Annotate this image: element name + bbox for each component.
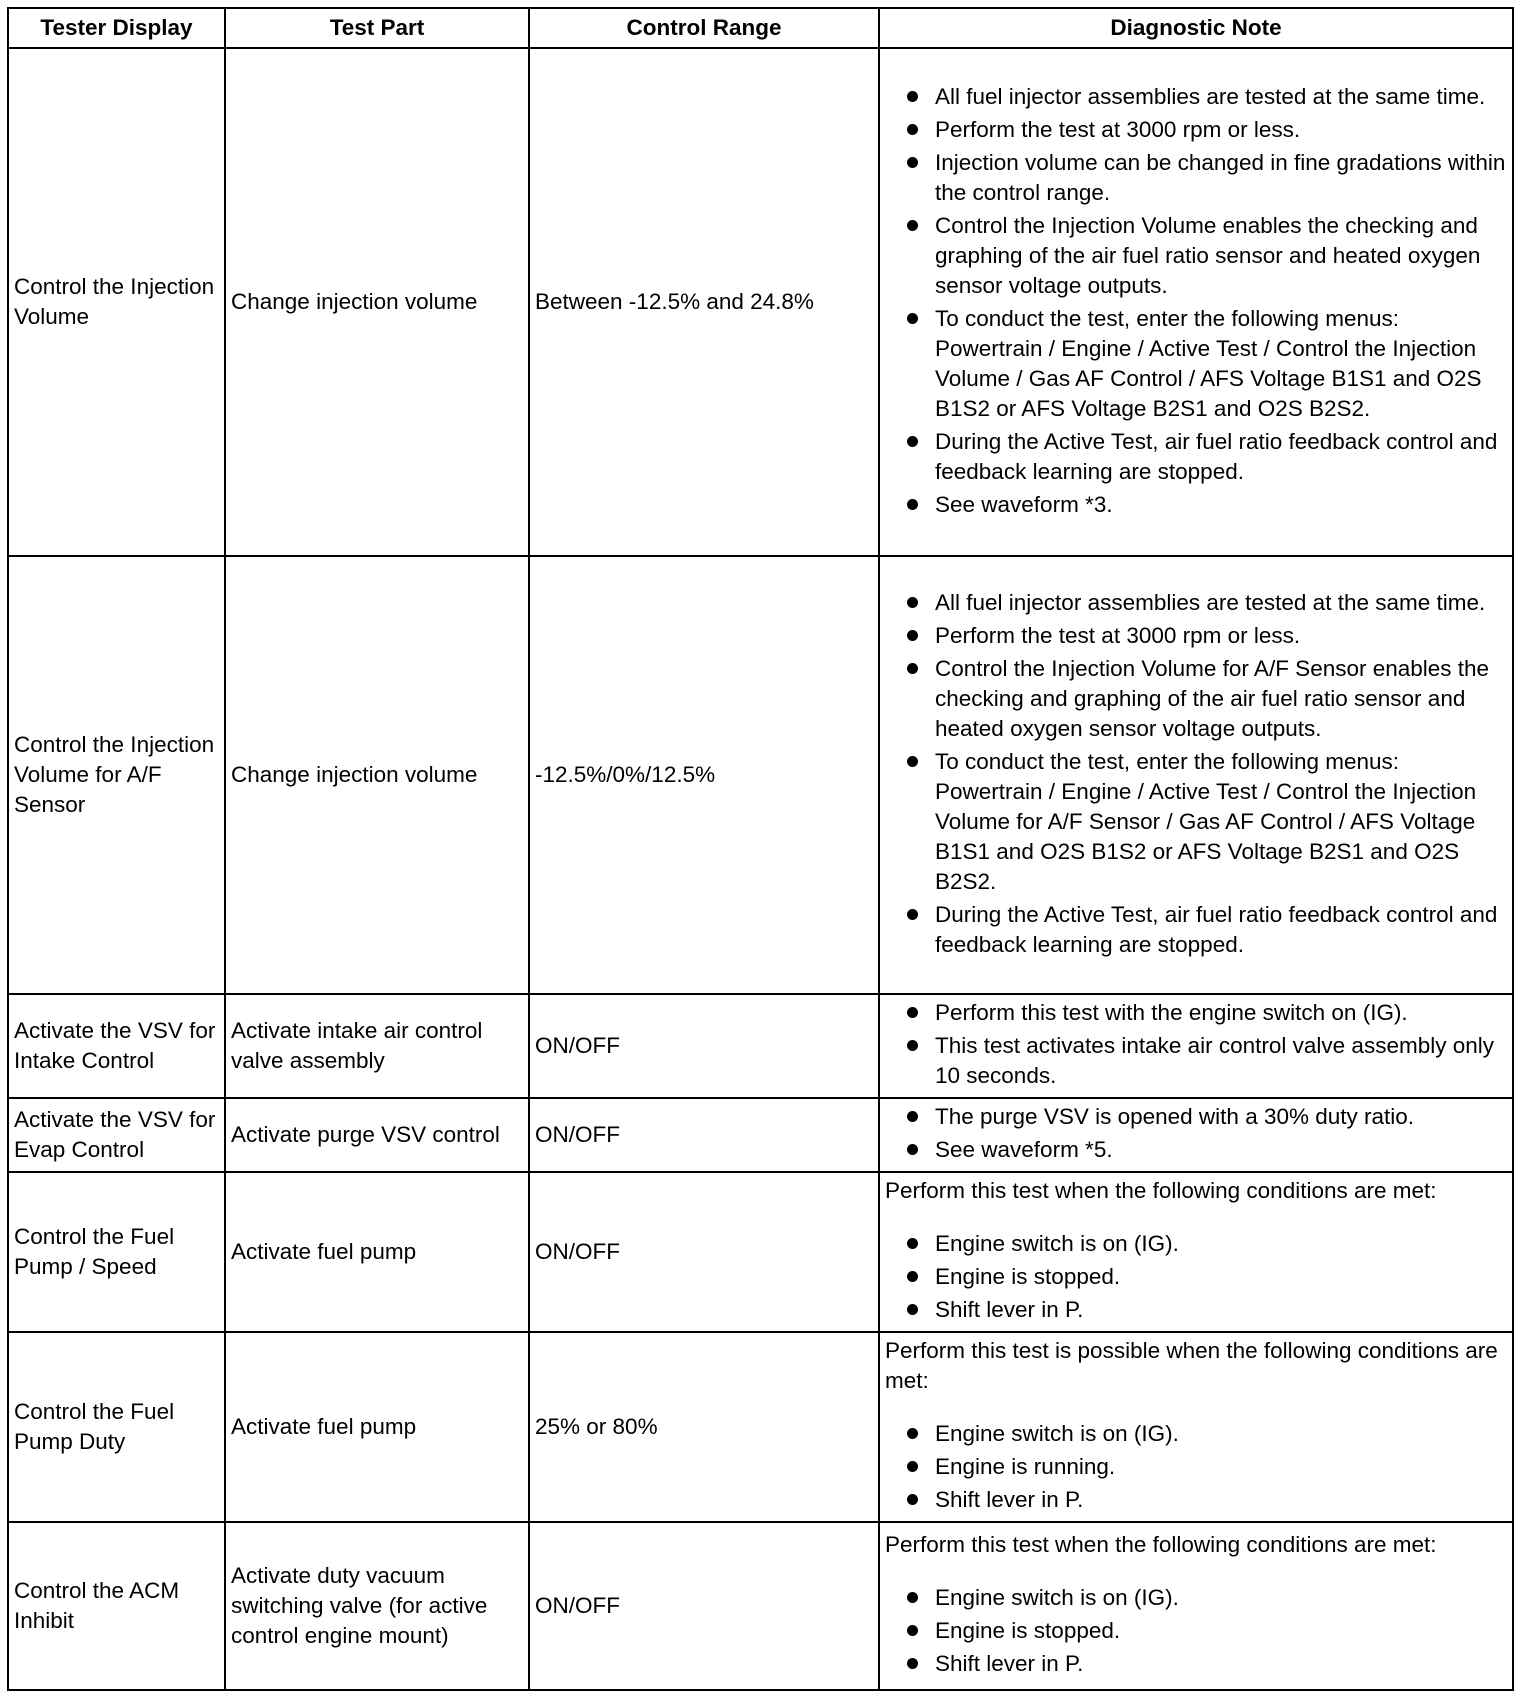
- note-item: All fuel injector assemblies are tested at the same time.: [885, 82, 1507, 112]
- diagnostic-note-cell: [879, 1172, 1513, 1332]
- diagnostic-note-cell: [879, 994, 1513, 1098]
- tester-display-cell: Control the Injection Volume: [8, 48, 225, 556]
- test-part-cell: Activate intake air control valve assembly: [225, 994, 529, 1098]
- table-row: [8, 994, 1513, 1098]
- control-range-cell: -12.5%/0%/12.5%: [529, 556, 879, 994]
- note-item: Perform this test with the engine switch on (IG).: [885, 998, 1507, 1028]
- note-item: Engine is stopped.: [885, 1262, 1507, 1292]
- diagnostic-note-cell: [879, 48, 1513, 556]
- note-item: Shift lever in P.: [885, 1485, 1507, 1515]
- control-range-cell: ON/OFF: [529, 1522, 879, 1690]
- note-item: See waveform *5.: [885, 1135, 1507, 1165]
- note-list: [885, 1583, 1507, 1679]
- tester-display-cell: Activate the VSV for Intake Control: [8, 994, 225, 1098]
- tester-display-cell: Control the Fuel Pump / Speed: [8, 1172, 225, 1332]
- table-row: [8, 48, 1513, 556]
- note-item: Engine is running.: [885, 1452, 1507, 1482]
- note-item: To conduct the test, enter the following menus: Powertrain / Engine / Active Test / Control the Injection Volume / Gas AF Control / AFS Voltage B1S1 and O2S B1S2 or AFS Voltage B2S1 and O2S B2S2.: [885, 304, 1507, 424]
- control-range-cell: 25% or 80%: [529, 1332, 879, 1522]
- test-part-cell: Change injection volume: [225, 48, 529, 556]
- control-range-cell: ON/OFF: [529, 1098, 879, 1172]
- test-part-cell: Activate duty vacuum switching valve (for active control engine mount): [225, 1522, 529, 1690]
- table-row: [8, 556, 1513, 994]
- tester-display-cell: Control the Fuel Pump Duty: [8, 1332, 225, 1522]
- active-test-table: [7, 7, 1514, 1691]
- header-tester-display: Tester Display: [8, 8, 225, 48]
- header-test-part: Test Part: [225, 8, 529, 48]
- header-diagnostic-note: Diagnostic Note: [879, 8, 1513, 48]
- header-row: [8, 8, 1513, 48]
- note-intro: Perform this test when the following conditions are met:: [885, 1178, 1437, 1203]
- control-range-cell: Between -12.5% and 24.8%: [529, 48, 879, 556]
- diagnostic-note-cell: [879, 1332, 1513, 1522]
- note-item: During the Active Test, air fuel ratio feedback control and feedback learning are stopped.: [885, 427, 1507, 487]
- note-item: Injection volume can be changed in fine gradations within the control range.: [885, 148, 1507, 208]
- note-item: This test activates intake air control valve assembly only 10 seconds.: [885, 1031, 1507, 1091]
- control-range-cell: ON/OFF: [529, 1172, 879, 1332]
- note-item: Perform the test at 3000 rpm or less.: [885, 621, 1507, 651]
- note-list: [885, 1229, 1507, 1325]
- note-list: [885, 588, 1507, 960]
- diagnostic-note-cell: [879, 556, 1513, 994]
- note-item: Control the Injection Volume enables the checking and graphing of the air fuel ratio sensor and heated oxygen sensor voltage outputs.: [885, 211, 1507, 301]
- header-control-range: Control Range: [529, 8, 879, 48]
- test-part-cell: Activate fuel pump: [225, 1332, 529, 1522]
- note-item: Perform the test at 3000 rpm or less.: [885, 115, 1507, 145]
- note-item: Control the Injection Volume for A/F Sensor enables the checking and graphing of the air fuel ratio sensor and heated oxygen sensor voltage outputs.: [885, 654, 1507, 744]
- note-item: Engine switch is on (IG).: [885, 1419, 1507, 1449]
- control-range-cell: ON/OFF: [529, 994, 879, 1098]
- table-row: [8, 1098, 1513, 1172]
- tester-display-cell: Control the ACM Inhibit: [8, 1522, 225, 1690]
- table-row: [8, 1172, 1513, 1332]
- note-item: Shift lever in P.: [885, 1649, 1507, 1679]
- note-list: [885, 1102, 1507, 1165]
- note-item: All fuel injector assemblies are tested at the same time.: [885, 588, 1507, 618]
- diagnostic-note-cell: [879, 1522, 1513, 1690]
- note-item: Engine is stopped.: [885, 1616, 1507, 1646]
- note-list: [885, 1419, 1507, 1515]
- test-part-cell: Activate fuel pump: [225, 1172, 529, 1332]
- tester-display-cell: Activate the VSV for Evap Control: [8, 1098, 225, 1172]
- test-part-cell: Activate purge VSV control: [225, 1098, 529, 1172]
- note-list: [885, 82, 1507, 520]
- note-item: Shift lever in P.: [885, 1295, 1507, 1325]
- diagnostic-note-cell: [879, 1098, 1513, 1172]
- note-intro: Perform this test when the following conditions are met:: [885, 1532, 1437, 1557]
- note-list: [885, 998, 1507, 1091]
- note-item: During the Active Test, air fuel ratio feedback control and feedback learning are stopped.: [885, 900, 1507, 960]
- note-item: Engine switch is on (IG).: [885, 1229, 1507, 1259]
- note-item: The purge VSV is opened with a 30% duty ratio.: [885, 1102, 1507, 1132]
- test-part-cell: Change injection volume: [225, 556, 529, 994]
- note-item: Engine switch is on (IG).: [885, 1583, 1507, 1613]
- note-intro: Perform this test is possible when the following conditions are met:: [885, 1338, 1498, 1393]
- table-row: [8, 1332, 1513, 1522]
- note-item: To conduct the test, enter the following menus: Powertrain / Engine / Active Test / Control the Injection Volume for A/F Sensor / Gas AF Control / AFS Voltage B1S1 and O2S B1S2 or AFS Voltage B2S1 and O2S B2S2.: [885, 747, 1507, 897]
- table-row: [8, 1522, 1513, 1690]
- tester-display-cell: Control the Injection Volume for A/F Sensor: [8, 556, 225, 994]
- note-item: See waveform *3.: [885, 490, 1507, 520]
